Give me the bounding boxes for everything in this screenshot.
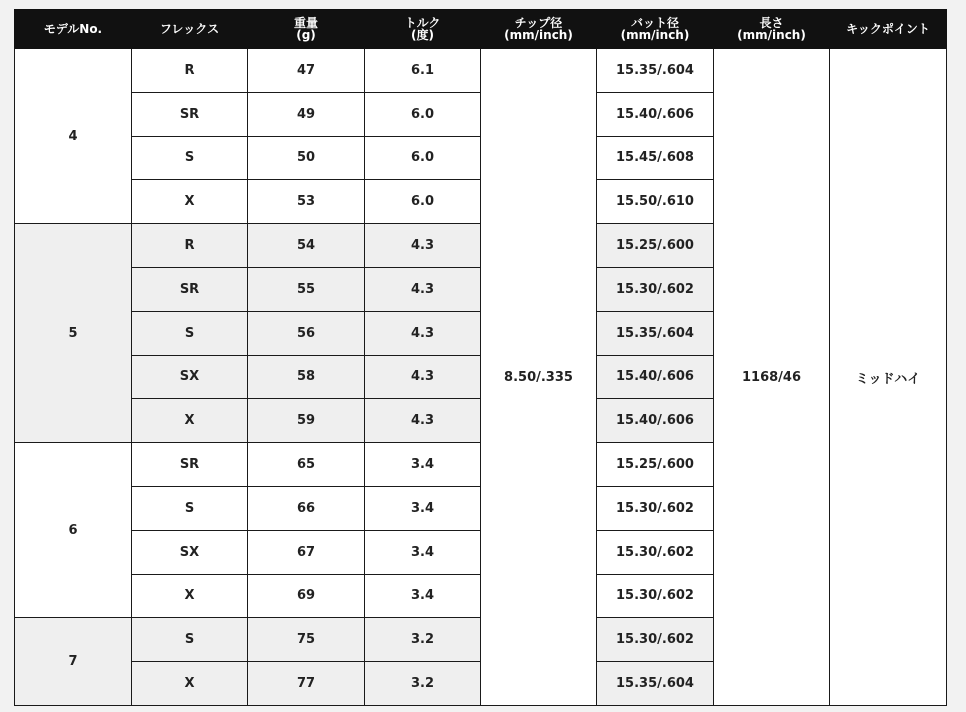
weight-cell: 55 bbox=[248, 267, 365, 311]
butt-diameter-cell: 15.50/.610 bbox=[597, 180, 714, 224]
model-number-cell: 7 bbox=[15, 618, 132, 706]
flex-cell: SX bbox=[132, 355, 248, 399]
weight-cell: 77 bbox=[248, 662, 365, 706]
weight-cell: 67 bbox=[248, 530, 365, 574]
butt-diameter-cell: 15.40/.606 bbox=[597, 355, 714, 399]
model-number-cell: 6 bbox=[15, 443, 132, 618]
butt-diameter-cell: 15.30/.602 bbox=[597, 530, 714, 574]
header-length bbox=[714, 10, 830, 49]
weight-cell: 53 bbox=[248, 180, 365, 224]
weight-cell: 47 bbox=[248, 49, 365, 93]
header-tip-diameter bbox=[481, 10, 597, 49]
header-length-unit: (mm/inch) bbox=[737, 28, 806, 42]
weight-cell: 49 bbox=[248, 92, 365, 136]
header-butt-unit: (mm/inch) bbox=[620, 28, 690, 42]
flex-cell: S bbox=[132, 486, 248, 530]
flex-cell: SX bbox=[132, 530, 248, 574]
weight-cell: 75 bbox=[248, 618, 365, 662]
flex-cell: X bbox=[132, 662, 248, 706]
butt-diameter-cell: 15.40/.606 bbox=[597, 399, 714, 443]
header-butt-diameter bbox=[597, 10, 714, 49]
flex-cell: SR bbox=[132, 92, 248, 136]
flex-cell: R bbox=[132, 49, 248, 93]
butt-diameter-cell: 15.35/.604 bbox=[597, 311, 714, 355]
weight-cell: 69 bbox=[248, 574, 365, 618]
torque-cell: 6.1 bbox=[365, 49, 481, 93]
header-model bbox=[15, 10, 132, 49]
butt-diameter-cell: 15.30/.602 bbox=[597, 618, 714, 662]
header-tip-unit: (mm/inch) bbox=[504, 28, 573, 42]
header-torque-label: トルク bbox=[404, 16, 441, 30]
table-row bbox=[15, 49, 947, 93]
tip-diameter-cell: 8.50/.335 bbox=[481, 49, 597, 706]
torque-cell: 3.4 bbox=[365, 530, 481, 574]
torque-cell: 4.3 bbox=[365, 355, 481, 399]
butt-diameter-cell: 15.35/.604 bbox=[597, 49, 714, 93]
header-tip-label: チップ径 bbox=[514, 16, 563, 30]
butt-diameter-cell: 15.30/.602 bbox=[597, 486, 714, 530]
header-model-label: モデルNo. bbox=[43, 22, 103, 36]
spec-table-body bbox=[15, 49, 947, 706]
header-weight-unit: (g) bbox=[296, 28, 316, 42]
kick-point-cell: ミッドハイ bbox=[830, 49, 947, 706]
torque-cell: 3.4 bbox=[365, 443, 481, 487]
flex-cell: S bbox=[132, 136, 248, 180]
header-torque bbox=[365, 10, 481, 49]
header-weight bbox=[248, 10, 365, 49]
torque-cell: 6.0 bbox=[365, 136, 481, 180]
weight-cell: 66 bbox=[248, 486, 365, 530]
torque-cell: 3.4 bbox=[365, 486, 481, 530]
length-cell: 1168/46 bbox=[714, 49, 830, 706]
header-weight-label: 重量 bbox=[293, 16, 318, 30]
weight-cell: 65 bbox=[248, 443, 365, 487]
torque-cell: 3.4 bbox=[365, 574, 481, 618]
flex-cell: R bbox=[132, 224, 248, 268]
weight-cell: 56 bbox=[248, 311, 365, 355]
weight-cell: 54 bbox=[248, 224, 365, 268]
flex-cell: X bbox=[132, 399, 248, 443]
header-flex-label: フレックス bbox=[159, 22, 220, 36]
weight-cell: 58 bbox=[248, 355, 365, 399]
torque-cell: 3.2 bbox=[365, 662, 481, 706]
flex-cell: X bbox=[132, 180, 248, 224]
flex-cell: SR bbox=[132, 443, 248, 487]
torque-cell: 4.3 bbox=[365, 267, 481, 311]
butt-diameter-cell: 15.30/.602 bbox=[597, 574, 714, 618]
header-kick-label: キックポイント bbox=[846, 22, 930, 36]
header-kick-point bbox=[830, 10, 947, 49]
butt-diameter-cell: 15.25/.600 bbox=[597, 224, 714, 268]
weight-cell: 50 bbox=[248, 136, 365, 180]
flex-cell: S bbox=[132, 618, 248, 662]
butt-diameter-cell: 15.45/.608 bbox=[597, 136, 714, 180]
torque-cell: 6.0 bbox=[365, 180, 481, 224]
torque-cell: 3.2 bbox=[365, 618, 481, 662]
torque-cell: 6.0 bbox=[365, 92, 481, 136]
torque-cell: 4.3 bbox=[365, 399, 481, 443]
flex-cell: S bbox=[132, 311, 248, 355]
butt-diameter-cell: 15.35/.604 bbox=[597, 662, 714, 706]
header-row bbox=[15, 10, 947, 49]
model-number-cell: 5 bbox=[15, 224, 132, 443]
header-torque-unit: (度) bbox=[411, 28, 434, 42]
model-number-cell: 4 bbox=[15, 49, 132, 224]
torque-cell: 4.3 bbox=[365, 311, 481, 355]
flex-cell: SR bbox=[132, 267, 248, 311]
butt-diameter-cell: 15.40/.606 bbox=[597, 92, 714, 136]
header-butt-label: バット径 bbox=[630, 16, 679, 30]
butt-diameter-cell: 15.30/.602 bbox=[597, 267, 714, 311]
header-flex bbox=[132, 10, 248, 49]
header-length-label: 長さ bbox=[759, 16, 784, 30]
torque-cell: 4.3 bbox=[365, 224, 481, 268]
weight-cell: 59 bbox=[248, 399, 365, 443]
butt-diameter-cell: 15.25/.600 bbox=[597, 443, 714, 487]
spec-table bbox=[14, 9, 947, 706]
flex-cell: X bbox=[132, 574, 248, 618]
